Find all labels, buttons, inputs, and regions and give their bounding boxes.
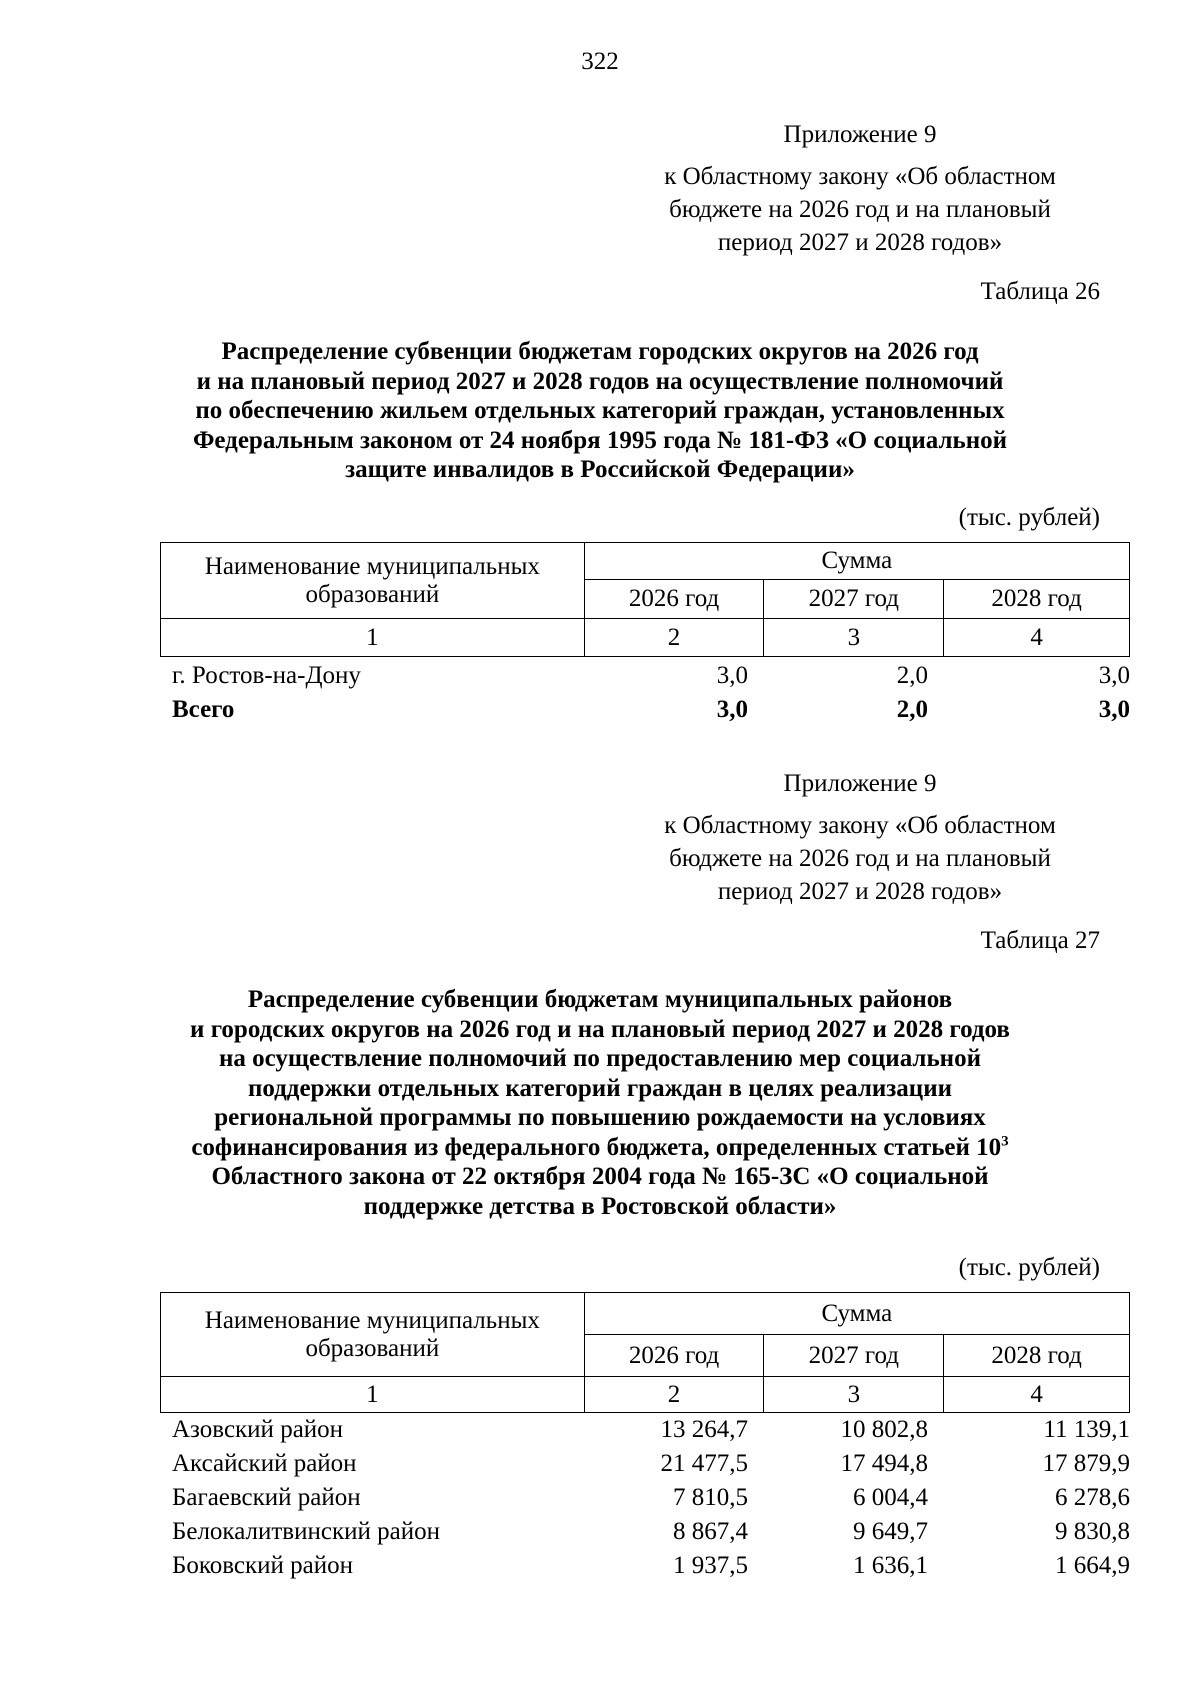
header-name-column: Наименование муниципальных образований [161, 1293, 585, 1377]
title-line: Распределение субвенции бюджетам городских округов на 2026 год [221, 338, 979, 365]
table-26-title [130, 337, 1070, 485]
row-value-2027: 6 004,4 [853, 1484, 928, 1511]
row-value-2027: 17 494,8 [840, 1450, 928, 1477]
table-26-body [160, 659, 1130, 727]
appendix-line: к Областному закону «Об областном [664, 163, 1056, 190]
appendix-line: бюджете на 2026 год и на плановый [669, 845, 1051, 872]
row-name: Азовский район [172, 1416, 344, 1443]
header-name-column: Наименование муниципальных образований [161, 543, 585, 619]
header-year: 2028 год [944, 580, 1130, 619]
total-label: Всего [172, 696, 235, 723]
row-value-2028: 11 139,1 [1043, 1416, 1130, 1443]
row-value-2028: 1 664,9 [1055, 1552, 1130, 1579]
table-row [160, 1413, 1130, 1447]
header-col-number: 3 [764, 619, 944, 657]
header-year: 2026 год [584, 580, 764, 619]
header-col-number: 4 [944, 619, 1130, 657]
title-line: поддержке детства в Ростовской области» [363, 1192, 837, 1220]
total-value-2028: 3,0 [1098, 696, 1130, 723]
title-line: Федеральным законом от 24 ноября 1995 года № 181-ФЗ «О социальной [192, 426, 1008, 454]
table-27-units: (тыс. рублей) [958, 1254, 1100, 1281]
row-value-2028: 17 879,9 [1042, 1450, 1130, 1477]
title-line: и городских округов на 2026 год и на плановый период 2027 и 2028 годов [190, 1015, 1010, 1043]
table-row [160, 1481, 1130, 1515]
appendix-header-1 [620, 118, 1100, 259]
table-row [160, 1549, 1130, 1583]
appendix-line: период 2027 и 2028 годов» [717, 229, 1003, 256]
title-line: Областного закона от 22 октября 2004 года № 165-ЗС «О социальной [211, 1163, 989, 1190]
header-col-number: 2 [584, 1377, 764, 1413]
table-26-header [160, 542, 1130, 657]
header-sum: Сумма [584, 1293, 1129, 1335]
row-name: Боковский район [172, 1552, 353, 1579]
table-row [160, 1447, 1130, 1481]
title-line: по обеспечению жильем отдельных категорий граждан, установленных [195, 397, 1005, 424]
row-value-2028: 6 278,6 [1055, 1484, 1130, 1511]
header-year: 2027 год [764, 580, 944, 619]
page-number: 322 [581, 48, 619, 75]
row-value-2027: 9 649,7 [853, 1518, 928, 1545]
row-value-2026: 8 867,4 [673, 1518, 748, 1545]
total-value-2026: 3,0 [716, 696, 748, 723]
title-line [130, 1133, 1070, 1163]
title-line: защите инвалидов в Российской Федерации» [345, 456, 855, 483]
table-26-units: (тыс. рублей) [958, 504, 1100, 531]
row-value-2026: 7 810,5 [673, 1484, 748, 1511]
header-col-number: 3 [764, 1377, 944, 1413]
title-superscript: 3 [1001, 1133, 1009, 1150]
row-value-2026: 21 477,5 [660, 1450, 748, 1477]
row-name: Белокалитвинский район [172, 1518, 440, 1545]
header-col-number: 1 [161, 619, 585, 657]
title-line: и на плановый период 2027 и 2028 годов на осуществление полномочий [196, 367, 1004, 395]
title-line: региональной программы по повышению рождаемости на условиях [214, 1104, 986, 1131]
row-value-2027: 2,0 [896, 662, 928, 689]
row-value-2026: 1 937,5 [673, 1552, 748, 1579]
table-27-header [160, 1292, 1130, 1413]
table-27-title [130, 985, 1070, 1221]
table-27-label: Таблица 27 [980, 927, 1100, 954]
header-year: 2027 год [764, 1335, 944, 1377]
row-name: Багаевский район [172, 1484, 361, 1511]
table-26-label: Таблица 26 [980, 278, 1100, 305]
appendix-line: бюджете на 2026 год и на плановый [669, 196, 1051, 223]
header-col-number: 4 [944, 1377, 1130, 1413]
header-year: 2028 год [944, 1335, 1130, 1377]
title-line: поддержки отдельных категорий граждан в целях реализации [247, 1074, 953, 1102]
row-value-2027: 1 636,1 [853, 1552, 928, 1579]
appendix-header-2 [620, 767, 1100, 908]
row-value-2028: 9 830,8 [1055, 1518, 1130, 1545]
row-name: Аксайский район [172, 1450, 357, 1477]
row-value-2026: 3,0 [716, 662, 748, 689]
header-col-number: 2 [584, 619, 764, 657]
title-line-text: софинансирования из федерального бюджета, определенных статьей 10 [191, 1133, 1002, 1161]
row-name: г. Ростов-на-Дону [172, 662, 361, 689]
title-line: на осуществление полномочий по предоставлению мер социальной [219, 1045, 981, 1072]
table-total-row [160, 693, 1130, 727]
title-line: Распределение субвенции бюджетам муниципальных районов [247, 986, 953, 1013]
appendix-title: Приложение 9 [783, 770, 937, 797]
table-row [160, 1515, 1130, 1549]
header-year: 2026 год [584, 1335, 764, 1377]
table-row [160, 659, 1130, 693]
row-value-2026: 13 264,7 [660, 1416, 748, 1443]
table-27-body [160, 1413, 1130, 1583]
row-value-2027: 10 802,8 [840, 1416, 928, 1443]
appendix-line: период 2027 и 2028 годов» [717, 878, 1003, 905]
appendix-title: Приложение 9 [783, 121, 937, 148]
appendix-line: к Областному закону «Об областном [664, 812, 1056, 839]
total-value-2027: 2,0 [896, 696, 928, 723]
header-col-number: 1 [161, 1377, 585, 1413]
row-value-2028: 3,0 [1098, 662, 1130, 689]
header-sum: Сумма [584, 543, 1129, 580]
